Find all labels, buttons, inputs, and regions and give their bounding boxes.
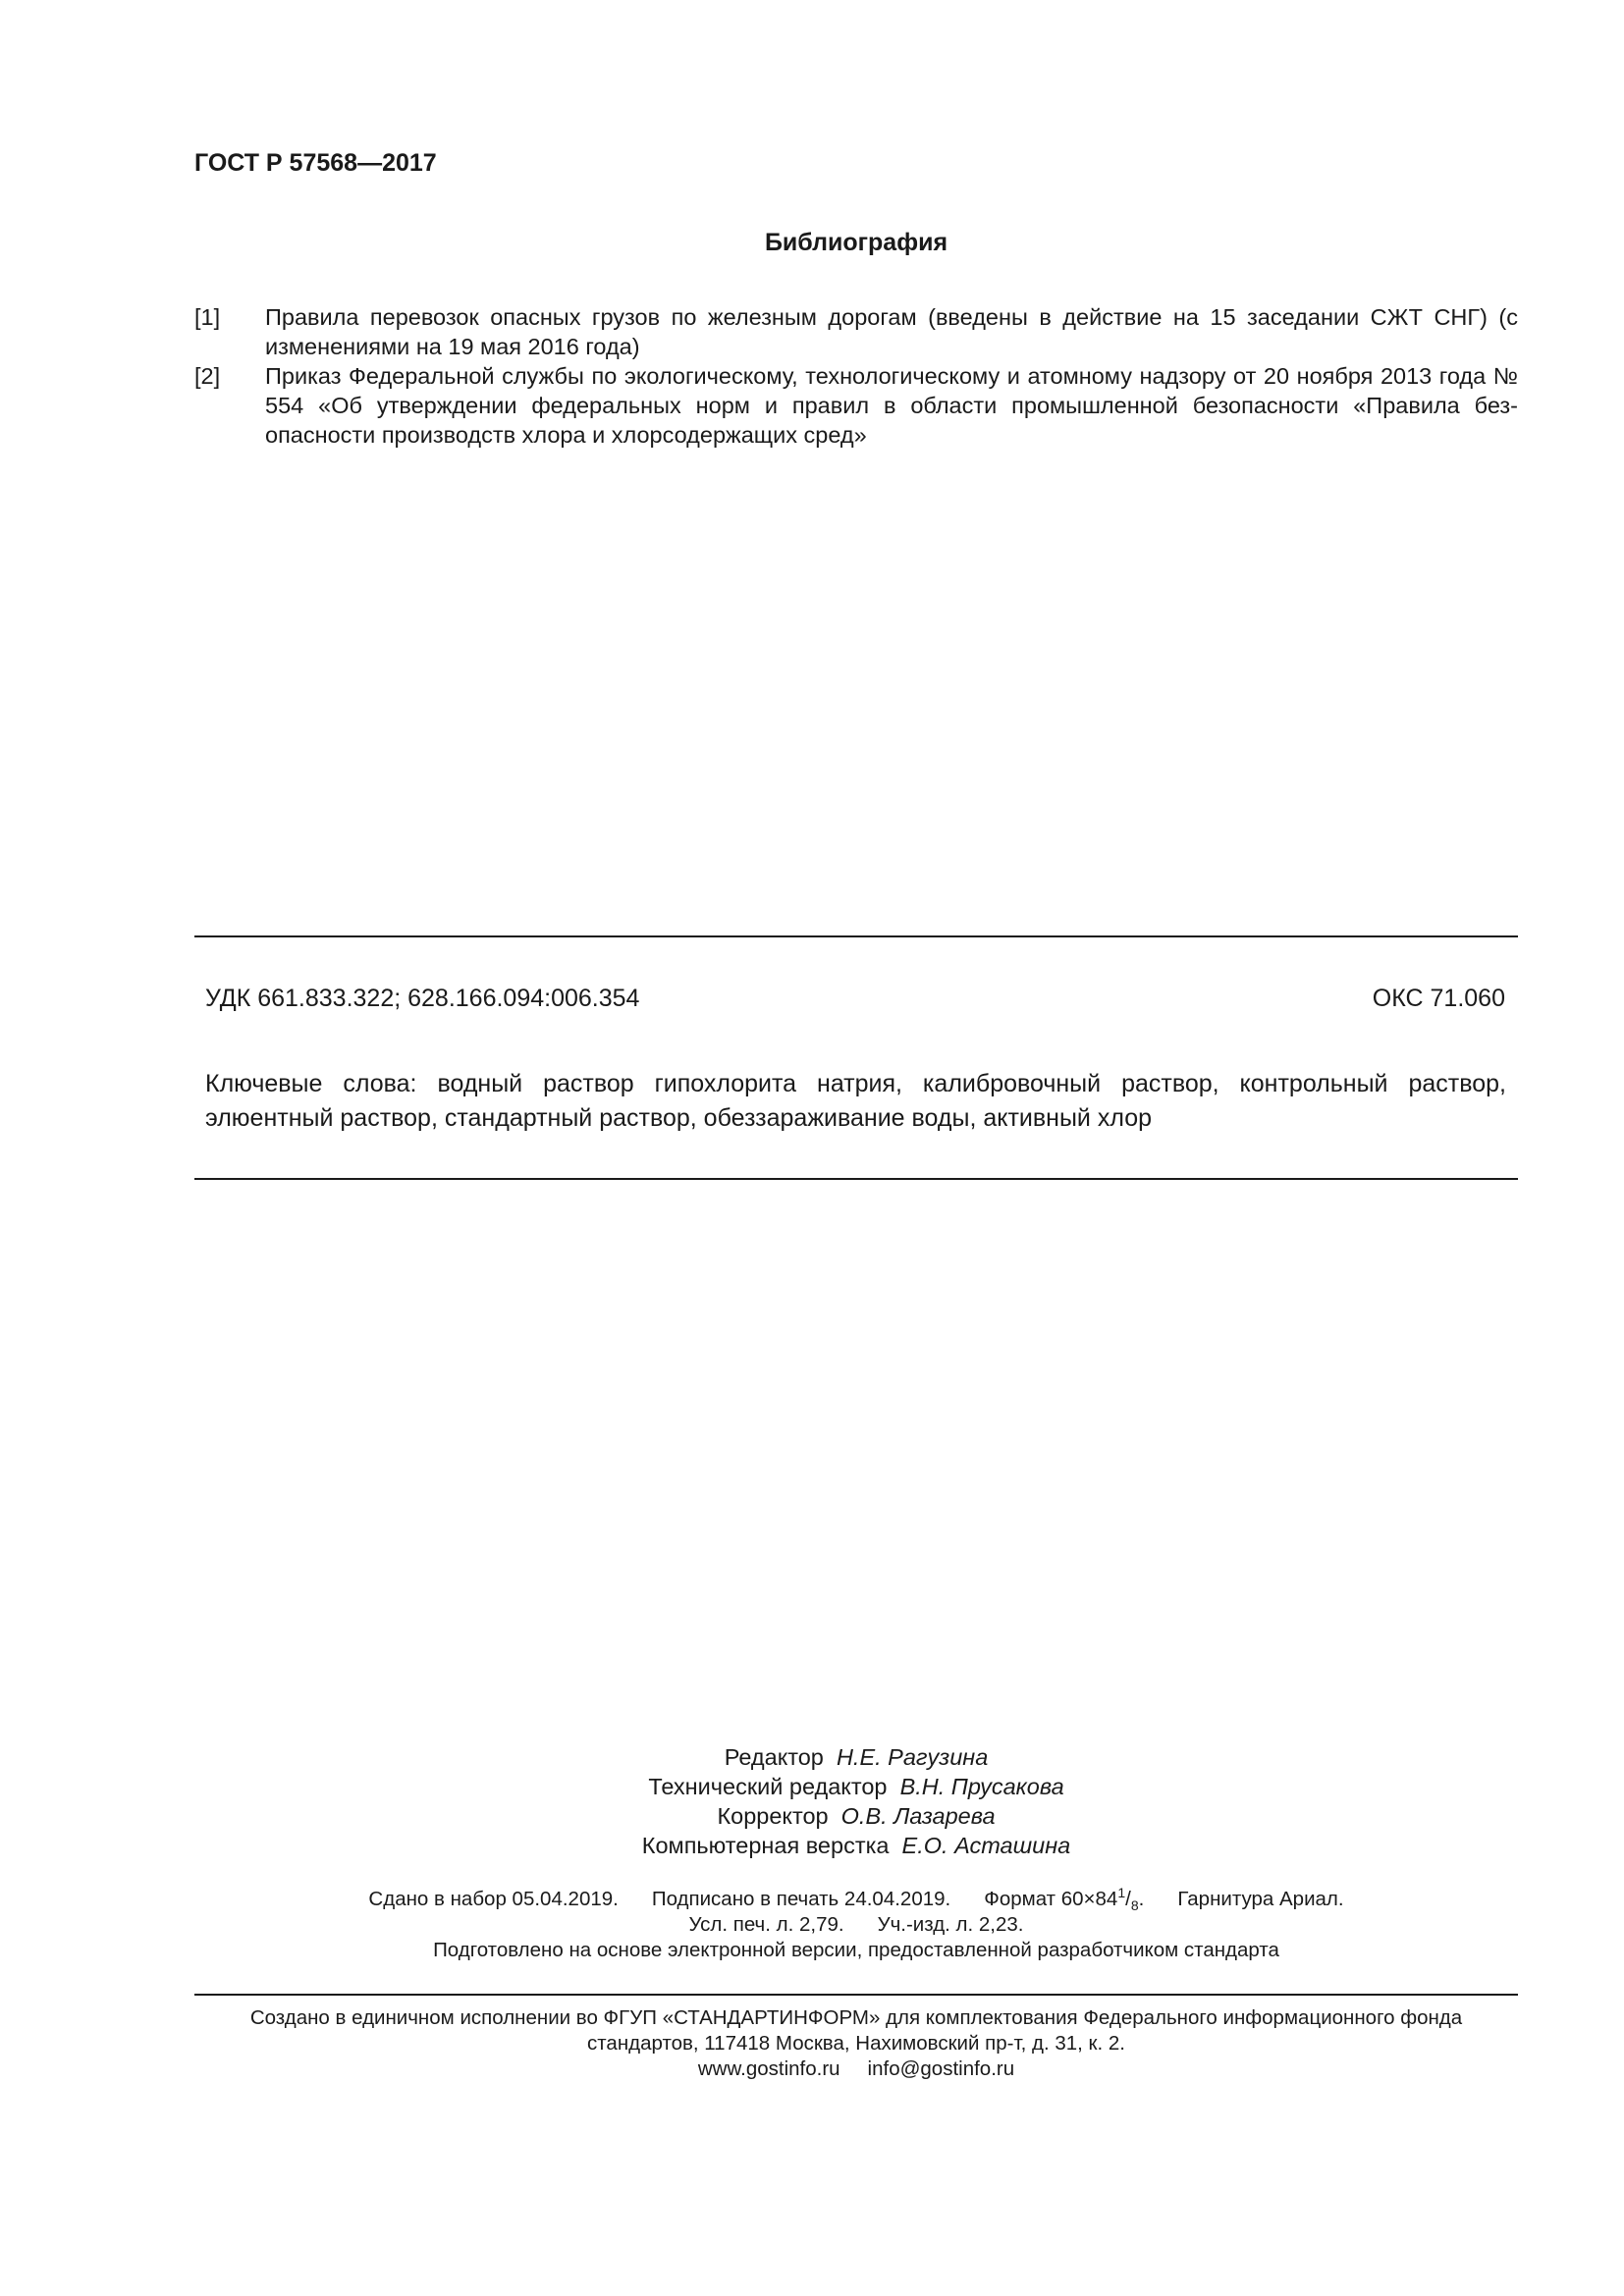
footer	[194, 2005, 1518, 2082]
credit-name: В.Н. Прусакова	[899, 1774, 1064, 1799]
reference-item	[194, 361, 1518, 450]
credit-role: Редактор	[724, 1744, 824, 1770]
email-link[interactable]: info@gostinfo.ru	[867, 2057, 1015, 2080]
divider	[194, 1178, 1518, 1180]
credit-name: Е.О. Асташина	[901, 1833, 1071, 1858]
credit-line	[0, 1801, 1624, 1831]
credits-block	[0, 1742, 1624, 1860]
publication-line	[0, 1887, 1624, 1912]
edition-sheets: Уч.-изд. л. 2,23.	[877, 1913, 1024, 1936]
bibliography-title: Библиография	[764, 229, 948, 256]
credit-line	[0, 1742, 1624, 1772]
footer-line: Создано в единичном исполнении во ФГУП «СТАНДАРТИНФОРМ» для комплектования Федерального информационного фонда	[249, 2006, 1463, 2029]
divider	[194, 1994, 1518, 1996]
publication-info	[0, 1887, 1624, 1963]
reference-number: [1]	[194, 304, 221, 330]
typeface: Гарнитура Ариал.	[1177, 1888, 1344, 1910]
credit-role: Технический редактор	[648, 1774, 888, 1799]
credit-line	[0, 1772, 1624, 1801]
prepared-note: Подготовлено на основе электронной версии, предоставленной разработчиком стандарта	[433, 1939, 1279, 1961]
reference-text: Приказ Федеральной службы по экологическому, технологическому и атомному надзору от 20 ноября 2013 года № 554 «Об утверждении федеральных норм и правил в области промышленной безопасности «Правила безопасности производств хлора и хлорсодержащих сред»	[265, 363, 1518, 448]
credit-role: Корректор	[717, 1803, 829, 1829]
credit-role: Компьютерная верстка	[641, 1833, 890, 1858]
print-sheets: Усл. печ. л. 2,79.	[688, 1913, 844, 1936]
keywords: Ключевые слова: водный раствор гипохлорита натрия, калибровочный раствор, контрольный раствор, элюентный раствор, стандартный раствор, обеззараживание воды, активный хлор	[205, 1070, 1506, 1132]
submitted-date: Сдано в набор 05.04.2019.	[368, 1888, 619, 1910]
signed-date: Подписано в печать 24.04.2019.	[651, 1888, 951, 1910]
footer-contacts	[194, 2056, 1518, 2082]
footer-line: стандартов, 117418 Москва, Нахимовский пр-т, д. 31, к. 2.	[587, 2032, 1125, 2055]
udk-code: УДК 661.833.322; 628.166.094:006.354	[205, 985, 640, 1012]
document-code: ГОСТ Р 57568—2017	[194, 149, 437, 177]
reference-text: Правила перевозок опасных грузов по железным дорогам (введены в действие на 15 заседании СЖТ СНГ) (с изменениями на 19 мая 2016 года)	[265, 304, 1518, 359]
oks-code: ОКС 71.060	[1372, 985, 1505, 1012]
credit-name: О.В. Лазарева	[840, 1803, 996, 1829]
reference-item	[194, 302, 1518, 361]
paper-format: Формат $60\times 84^1/_8$.	[984, 1885, 1145, 1913]
divider	[194, 935, 1518, 937]
website-link[interactable]: www.gostinfo.ru	[697, 2057, 840, 2080]
credit-name: Н.Е. Рагузина	[836, 1744, 989, 1770]
reference-number: [2]	[194, 363, 221, 389]
publication-line	[0, 1912, 1624, 1938]
credit-line	[0, 1831, 1624, 1860]
